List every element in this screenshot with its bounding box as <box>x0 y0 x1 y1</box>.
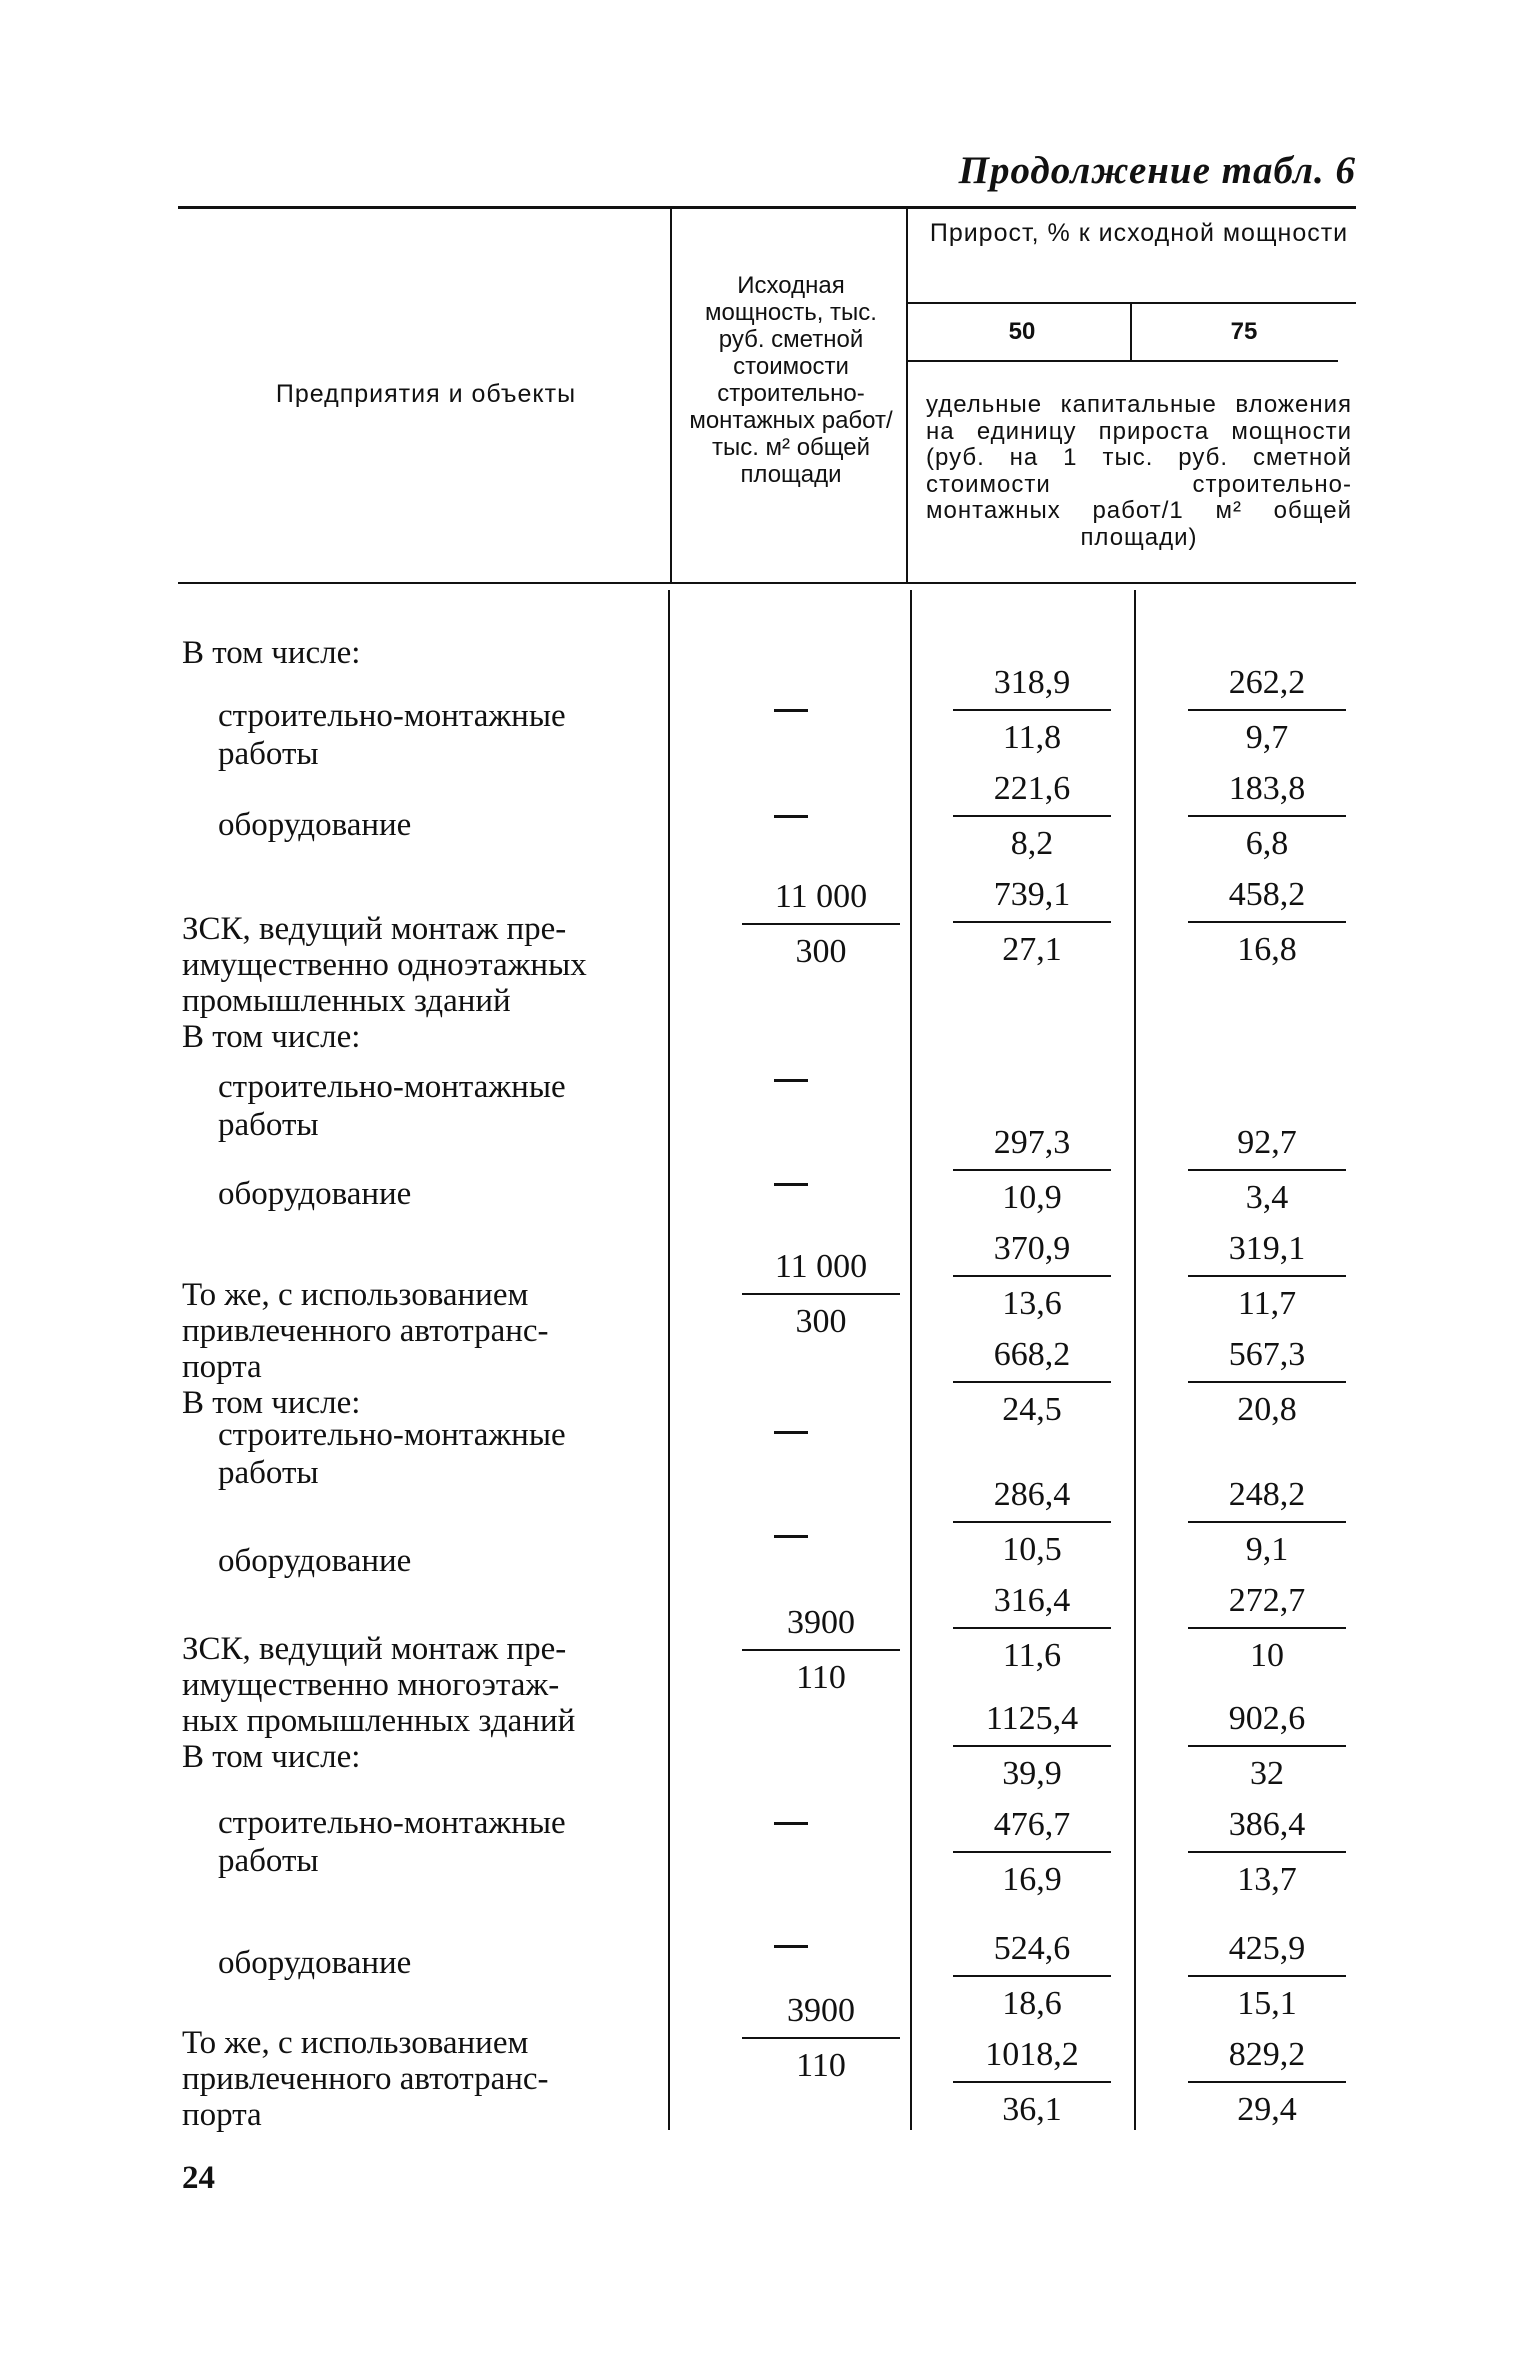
body-vline-1 <box>668 590 670 2130</box>
empty-value-dash <box>774 1822 808 1825</box>
fraction-numerator: 668,2 <box>993 1336 1071 1373</box>
empty-value-dash <box>774 1183 808 1186</box>
fraction-denominator: 6,8 <box>1245 825 1289 862</box>
fraction-numerator: 92,7 <box>1237 1124 1297 1161</box>
fraction-denominator: 300 <box>795 933 847 970</box>
fraction-bar <box>953 1521 1111 1523</box>
growth-50-fraction <box>935 2036 1129 2129</box>
fraction-bar <box>1188 1627 1346 1629</box>
header-enterprise: Предприятия и объекты <box>275 380 577 408</box>
growth-75-fraction <box>1170 770 1364 863</box>
fraction-numerator: 318,9 <box>993 664 1071 701</box>
label-enterprise: порта <box>182 2097 262 2133</box>
fraction-numerator: 262,2 <box>1228 664 1306 701</box>
fraction-bar <box>1188 2081 1346 2083</box>
label-enterprise: имущественно одноэтажных <box>182 947 587 983</box>
growth-75-fraction <box>1170 1930 1364 2023</box>
label-including: В том числе: <box>182 635 361 671</box>
growth-75-fraction <box>1170 876 1364 969</box>
label-enterprise: То же, с использованием <box>182 1277 529 1313</box>
fraction-numerator: 286,4 <box>993 1476 1071 1513</box>
fraction-bar <box>1188 1169 1346 1171</box>
fraction-numerator: 1125,4 <box>985 1700 1079 1737</box>
label-enterprise: привлеченного автотранс- <box>182 1313 549 1349</box>
fraction-numerator: 1018,2 <box>985 2036 1079 2073</box>
capacity-fraction <box>724 1248 918 1341</box>
growth-50-fraction <box>935 1336 1129 1429</box>
fraction-denominator: 13,6 <box>1002 1285 1062 1322</box>
fraction-bar <box>953 709 1111 711</box>
growth-50-fraction <box>935 1930 1129 2023</box>
fraction-bar <box>1188 1381 1346 1383</box>
label-construction-works: строительно-монтажные <box>218 698 566 734</box>
capacity-fraction <box>724 1992 918 2085</box>
fraction-numerator: 476,7 <box>993 1806 1071 1843</box>
fraction-bar <box>1188 1745 1346 1747</box>
capacity-fraction <box>724 1604 918 1697</box>
fraction-bar <box>953 1975 1111 1977</box>
growth-75-fraction <box>1170 1700 1364 1793</box>
growth-75-fraction <box>1170 1582 1364 1675</box>
fraction-numerator: 3900 <box>787 1992 855 2029</box>
growth-50-fraction <box>935 770 1129 863</box>
fraction-bar <box>953 815 1111 817</box>
empty-value-dash <box>774 1535 808 1538</box>
fraction-denominator: 11,8 <box>1002 719 1062 756</box>
fraction-bar <box>953 1381 1111 1383</box>
label-construction-works: работы <box>218 1107 319 1143</box>
fraction-denominator: 20,8 <box>1237 1391 1297 1428</box>
body-vline-2 <box>910 590 912 2130</box>
growth-50-fraction <box>935 1700 1129 1793</box>
fraction-numerator: 902,6 <box>1228 1700 1306 1737</box>
header-growth: Прирост, % к исходной мощности <box>929 219 1349 247</box>
fraction-bar <box>1188 815 1346 817</box>
label-enterprise: ных промышленных зданий <box>182 1703 576 1739</box>
fraction-bar <box>953 2081 1111 2083</box>
fraction-bar <box>953 1169 1111 1171</box>
capacity-fraction <box>724 878 918 971</box>
fraction-numerator: 567,3 <box>1228 1336 1306 1373</box>
fraction-denominator: 24,5 <box>1002 1391 1062 1428</box>
fraction-numerator: 11 000 <box>774 878 868 915</box>
fraction-bar <box>953 1851 1111 1853</box>
fraction-numerator: 272,7 <box>1228 1582 1306 1619</box>
fraction-numerator: 11 000 <box>774 1248 868 1285</box>
fraction-bar <box>1188 1851 1346 1853</box>
fraction-bar <box>1188 1975 1346 1977</box>
header-vline-1 <box>670 208 672 582</box>
label-enterprise: имущественно многоэтаж- <box>182 1667 560 1703</box>
page-number: 24 <box>182 2160 215 2196</box>
growth-75-fraction <box>1170 2036 1364 2129</box>
fraction-denominator: 10,9 <box>1002 1179 1062 1216</box>
fraction-numerator: 221,6 <box>993 770 1071 807</box>
fraction-numerator: 829,2 <box>1228 2036 1306 2073</box>
fraction-bar <box>742 1649 900 1651</box>
growth-50-fraction <box>935 664 1129 757</box>
label-including: В том числе: <box>182 1739 361 1775</box>
fraction-numerator: 425,9 <box>1228 1930 1306 1967</box>
growth-subheader-rule <box>908 302 1356 304</box>
fraction-denominator: 16,9 <box>1002 1861 1062 1898</box>
fraction-denominator: 300 <box>795 1303 847 1340</box>
fraction-denominator: 10,5 <box>1002 1531 1062 1568</box>
fraction-numerator: 524,6 <box>993 1930 1071 1967</box>
header-vline-2 <box>906 208 908 582</box>
fraction-numerator: 386,4 <box>1228 1806 1306 1843</box>
fraction-bar <box>953 1627 1111 1629</box>
fraction-bar <box>742 923 900 925</box>
header-capacity: Исходная мощность, тыс. руб. сметной стоимости строительно-монтажных работ/тыс. м² общей площади <box>689 272 893 488</box>
fraction-numerator: 248,2 <box>1228 1476 1306 1513</box>
fraction-denominator: 29,4 <box>1237 2091 1297 2128</box>
empty-value-dash <box>774 815 808 818</box>
growth-50-fraction <box>935 1476 1129 1569</box>
fraction-denominator: 8,2 <box>1010 825 1054 862</box>
fraction-bar <box>742 2037 900 2039</box>
fraction-denominator: 27,1 <box>1002 931 1062 968</box>
label-construction-works: строительно-монтажные <box>218 1069 566 1105</box>
growth-75-fraction <box>1170 1806 1364 1899</box>
label-construction-works: работы <box>218 1843 319 1879</box>
growth-values-rule <box>908 360 1338 362</box>
fraction-numerator: 316,4 <box>993 1582 1071 1619</box>
growth-75-fraction <box>1170 1124 1364 1217</box>
empty-value-dash <box>774 1431 808 1434</box>
fraction-numerator: 3900 <box>787 1604 855 1641</box>
fraction-bar <box>1188 1521 1346 1523</box>
fraction-denominator: 36,1 <box>1002 2091 1062 2128</box>
label-equipment: оборудование <box>218 1945 412 1981</box>
fraction-denominator: 32 <box>1250 1755 1284 1792</box>
fraction-denominator: 3,4 <box>1245 1179 1289 1216</box>
fraction-denominator: 11,7 <box>1237 1285 1297 1322</box>
fraction-denominator: 39,9 <box>1002 1755 1062 1792</box>
growth-50-fraction <box>935 1582 1129 1675</box>
growth-75-fraction <box>1170 1336 1364 1429</box>
fraction-bar <box>1188 709 1346 711</box>
fraction-numerator: 297,3 <box>993 1124 1071 1161</box>
top-rule <box>178 206 1356 209</box>
label-enterprise: ЗСК, ведущий монтаж пре- <box>182 911 567 947</box>
growth-75-fraction <box>1170 1476 1364 1569</box>
label-construction-works: работы <box>218 736 319 772</box>
header-growth-75: 75 <box>1230 318 1258 345</box>
table-caption: Продолжение табл. 6 <box>958 149 1356 192</box>
empty-value-dash <box>774 709 808 712</box>
growth-75-fraction <box>1170 1230 1364 1323</box>
fraction-denominator: 9,7 <box>1245 719 1289 756</box>
label-equipment: оборудование <box>218 807 412 843</box>
fraction-bar <box>1188 1275 1346 1277</box>
label-enterprise: порта <box>182 1349 262 1385</box>
fraction-denominator: 9,1 <box>1245 1531 1289 1568</box>
growth-50-fraction <box>935 876 1129 969</box>
fraction-bar <box>953 921 1111 923</box>
fraction-denominator: 13,7 <box>1237 1861 1297 1898</box>
label-including: В том числе: <box>182 1385 361 1421</box>
fraction-denominator: 110 <box>796 1659 846 1696</box>
growth-50-fraction <box>935 1124 1129 1217</box>
body-vline-3 <box>1134 590 1136 2130</box>
fraction-denominator: 110 <box>796 2047 846 2084</box>
fraction-denominator: 16,8 <box>1237 931 1297 968</box>
fraction-denominator: 15,1 <box>1237 1985 1297 2022</box>
fraction-denominator: 18,6 <box>1002 1985 1062 2022</box>
header-bottom-rule <box>178 582 1356 584</box>
empty-value-dash <box>774 1079 808 1082</box>
growth-50-fraction <box>935 1806 1129 1899</box>
fraction-denominator: 11,6 <box>1002 1637 1062 1674</box>
label-enterprise: промышленных зданий <box>182 983 511 1019</box>
fraction-numerator: 183,8 <box>1228 770 1306 807</box>
label-including: В том числе: <box>182 1019 361 1055</box>
label-enterprise: привлеченного автотранс- <box>182 2061 549 2097</box>
growth-75-fraction <box>1170 664 1364 757</box>
growth-50-fraction <box>935 1230 1129 1323</box>
fraction-bar <box>1188 921 1346 923</box>
fraction-numerator: 319,1 <box>1228 1230 1306 1267</box>
label-enterprise: ЗСК, ведущий монтаж пре- <box>182 1631 567 1667</box>
fraction-bar <box>953 1745 1111 1747</box>
fraction-numerator: 458,2 <box>1228 876 1306 913</box>
header-growth-50: 50 <box>1008 318 1036 345</box>
label-equipment: оборудование <box>218 1543 412 1579</box>
label-equipment: оборудование <box>218 1176 412 1212</box>
fraction-bar <box>742 1293 900 1295</box>
fraction-bar <box>953 1275 1111 1277</box>
fraction-denominator: 10 <box>1250 1637 1284 1674</box>
fraction-numerator: 739,1 <box>993 876 1071 913</box>
label-construction-works: строительно-монтажные <box>218 1417 566 1453</box>
label-construction-works: работы <box>218 1455 319 1491</box>
fraction-numerator: 370,9 <box>993 1230 1071 1267</box>
empty-value-dash <box>774 1945 808 1948</box>
header-specific-investment: удельные капитальные вложения на единицу прироста мощности (руб. на 1 тыс. руб. сметной стоимости строительно-монтажных работ/1 м² общей площади) <box>926 391 1352 551</box>
label-enterprise: То же, с использованием <box>182 2025 529 2061</box>
label-construction-works: строительно-монтажные <box>218 1805 566 1841</box>
